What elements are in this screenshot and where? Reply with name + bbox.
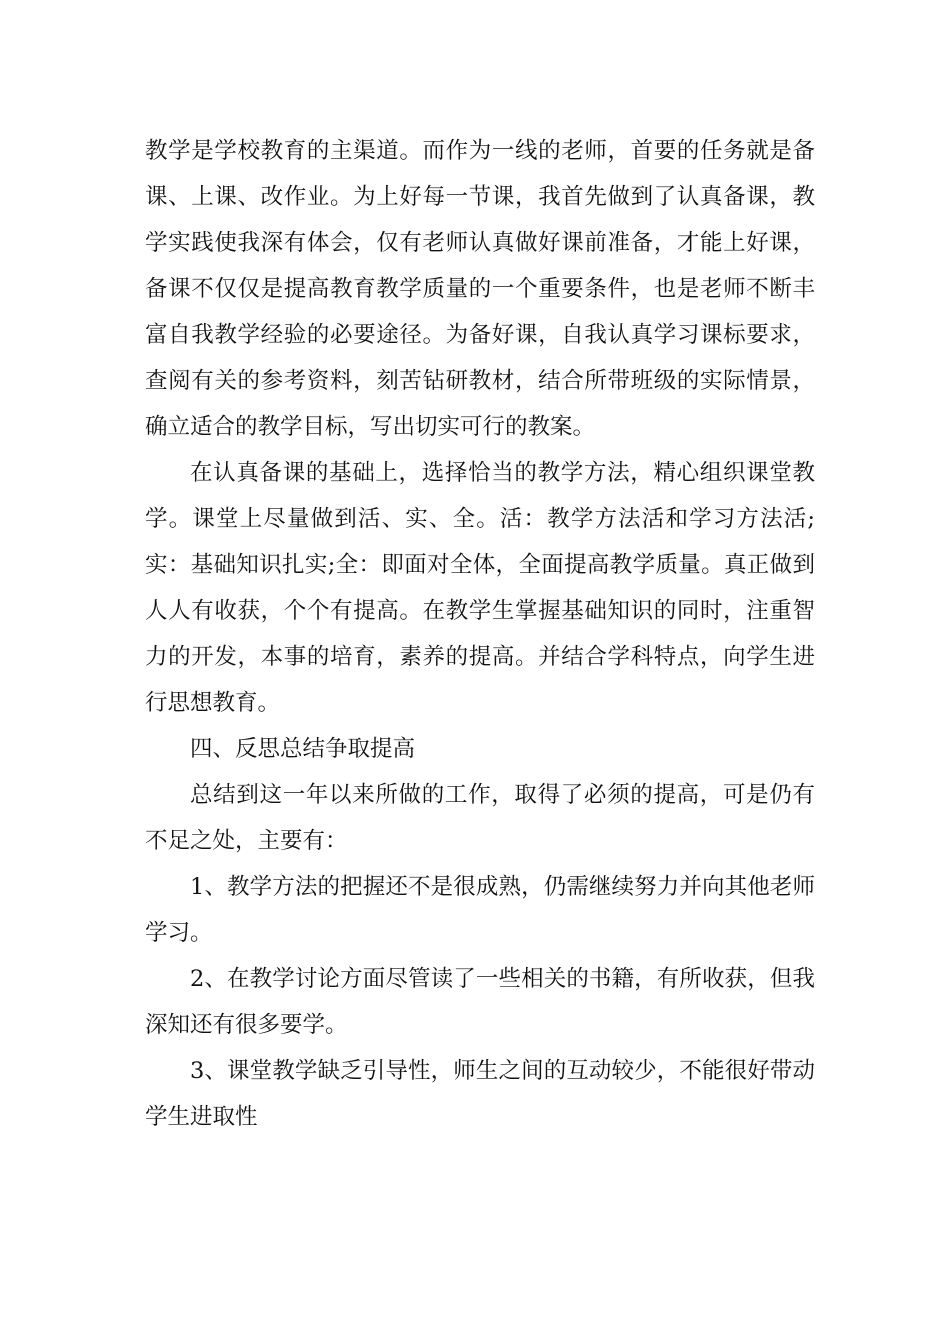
list-item-1: 1、教学方法的把握还不是很成熟，仍需继续努力并向其他老师学习。 xyxy=(145,874,815,946)
paragraph-summary-intro: 总结到这一年以来所做的工作，取得了必须的提高，可是仍有不足之处，主要有： xyxy=(145,782,815,854)
section-heading-reflection: 四、反思总结争取提高 xyxy=(190,736,416,762)
paragraph-lesson-preparation: 教学是学校教育的主渠道。而作为一线的老师，首要的任务就是备课、上课、改作业。为上好每一节课，我首先做到了认真备课，教学实践使我深有体会，仅有老师认真做好课前准备，才能上好课，备课不仅仅是提高教育教学质量的一个重要条件，也是老师不断丰富自我教学经验的必要途径。为备好课，自我认真学习课标要求，查阅有关的参考资料，刻苦钻研教材，结合所带班级的实际情景，确立适合的教学目标，写出切实可行的教案。 xyxy=(145,138,815,440)
list-item-2: 2、在教学讨论方面尽管读了一些相关的书籍，有所收获，但我深知还有很多要学。 xyxy=(145,966,815,1038)
document-page xyxy=(145,128,815,1140)
paragraph-teaching-methods: 在认真备课的基础上，选择恰当的教学方法，精心组织课堂教学。课堂上尽量做到活、实、全。活：教学方法活和学习方法活;实：基础知识扎实;全：即面对全体，全面提高教学质量。真正做到人人有收获，个个有提高。在教学生掌握基础知识的同时，注重智力的开发，本事的培育，素养的提高。并结合学科特点，向学生进行思想教育。 xyxy=(145,460,815,716)
list-item-3: 3、课堂教学缺乏引导性，师生之间的互动较少，不能很好带动学生进取性 xyxy=(145,1058,815,1130)
